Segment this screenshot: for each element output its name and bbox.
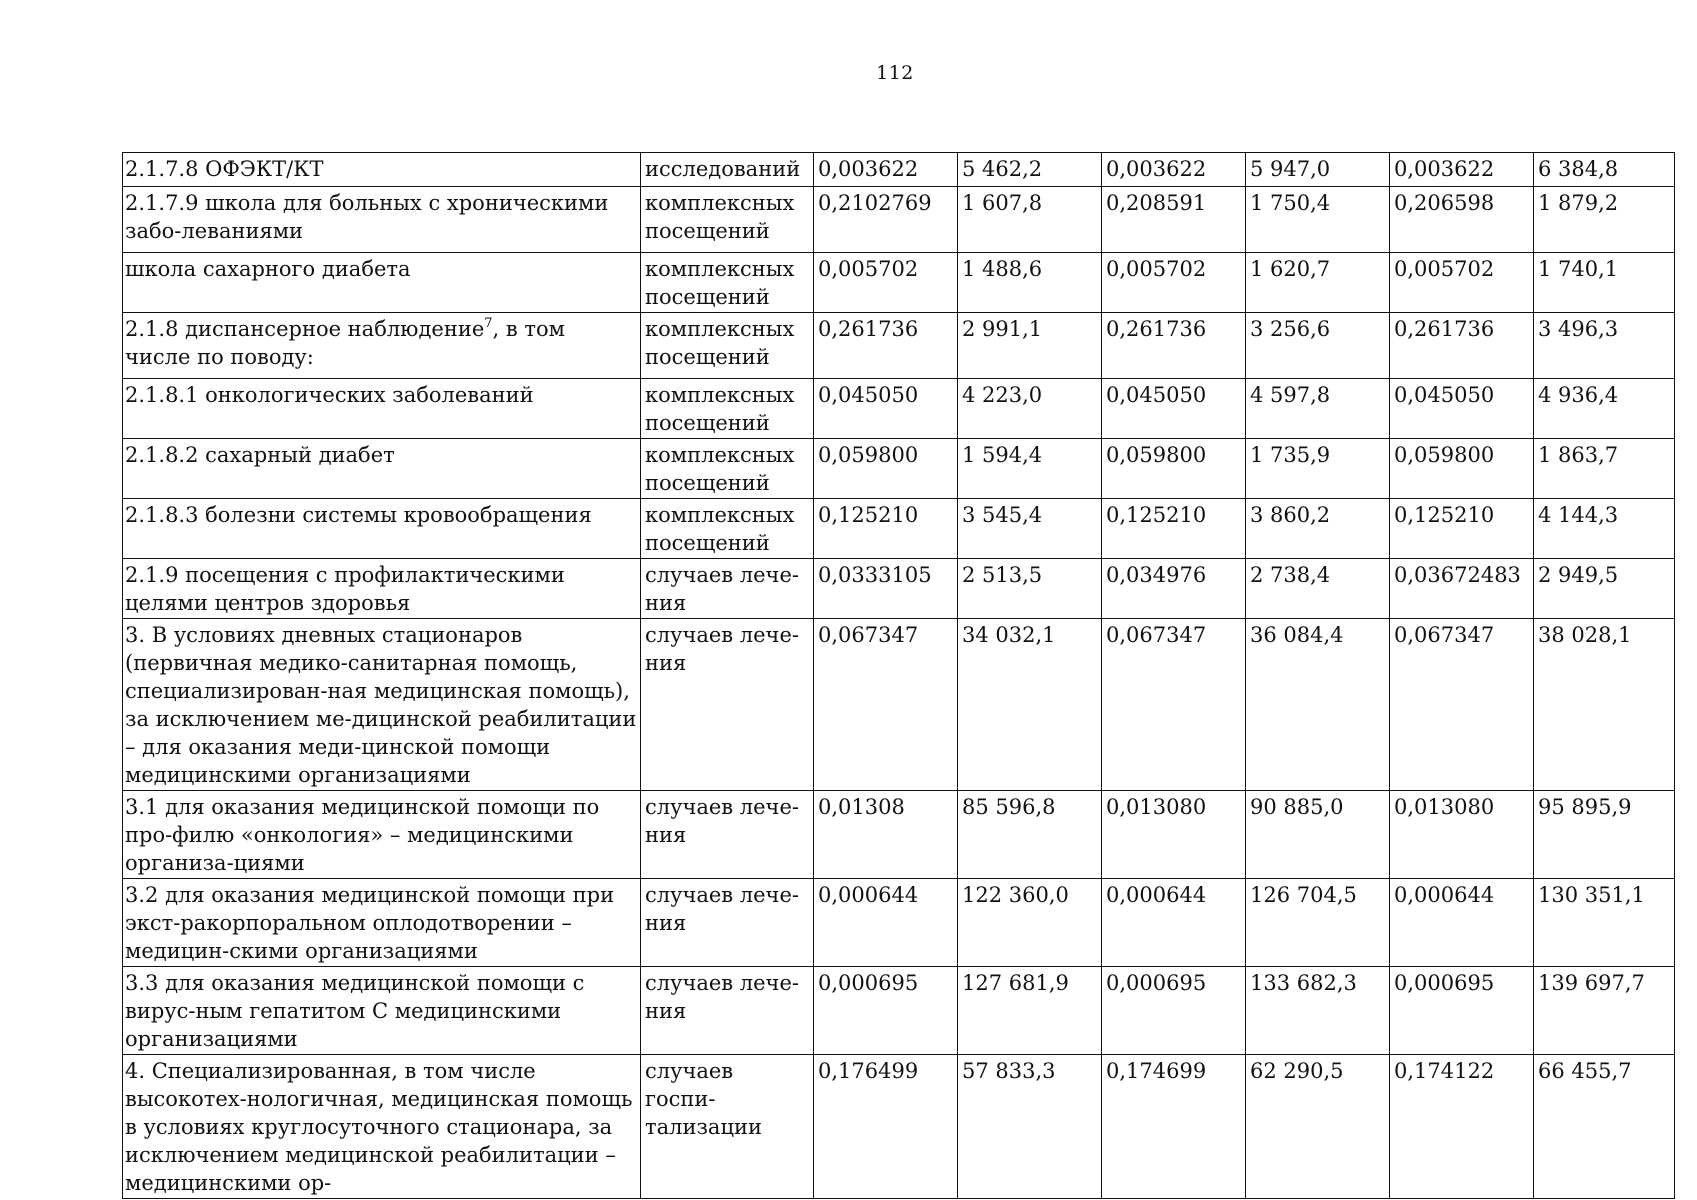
cost-2025-cell: 95 895,9	[1534, 791, 1675, 879]
rate-2023-cell: 0,045050	[814, 379, 958, 439]
indicator-name-cell	[123, 313, 641, 379]
cost-2024-cell: 1 735,9	[1246, 439, 1390, 499]
rate-2025-cell: 0,067347	[1390, 619, 1534, 791]
cost-2025-cell: 139 697,7	[1534, 967, 1675, 1055]
rate-2024-cell: 0,067347	[1102, 619, 1246, 791]
rate-2024-cell: 0,174699	[1102, 1055, 1246, 1199]
rate-2023-cell: 0,261736	[814, 313, 958, 379]
rate-2023-cell: 0,003622	[814, 153, 958, 187]
rate-2025-cell: 0,000695	[1390, 967, 1534, 1055]
table-body	[123, 153, 1675, 1199]
indicator-name-cell	[123, 499, 641, 559]
indicator-name: 4. Специализированная, в том числе высокотех-нологичная, медицинская помощь в условиях круглосуточного стационара, за исключением медицинской реабилитации – медицинскими ор-	[125, 1059, 633, 1195]
rate-2025-cell: 0,045050	[1390, 379, 1534, 439]
table-row	[123, 313, 1675, 379]
cost-2024-cell: 1 750,4	[1246, 187, 1390, 253]
cost-2025-cell: 1 879,2	[1534, 187, 1675, 253]
cost-2024-cell: 90 885,0	[1246, 791, 1390, 879]
cost-2025-cell: 4 936,4	[1534, 379, 1675, 439]
rate-2024-cell: 0,003622	[1102, 153, 1246, 187]
cost-2024-cell: 2 738,4	[1246, 559, 1390, 619]
cost-2024-cell: 5 947,0	[1246, 153, 1390, 187]
indicator-name-cell	[123, 559, 641, 619]
indicator-name: 2.1.8 диспансерное наблюдение	[125, 317, 485, 341]
rate-2025-cell: 0,003622	[1390, 153, 1534, 187]
cost-2024-cell: 3 860,2	[1246, 499, 1390, 559]
rate-2023-cell: 0,005702	[814, 253, 958, 313]
rate-2024-cell: 0,208591	[1102, 187, 1246, 253]
unit-cell: комплексных посещений	[641, 187, 814, 253]
cost-2024-cell: 133 682,3	[1246, 967, 1390, 1055]
rate-2023-cell: 0,000644	[814, 879, 958, 967]
rate-2024-cell: 0,005702	[1102, 253, 1246, 313]
table-row	[123, 619, 1675, 791]
cost-2024-cell: 36 084,4	[1246, 619, 1390, 791]
cost-2024-cell: 3 256,6	[1246, 313, 1390, 379]
rate-2023-cell: 0,01308	[814, 791, 958, 879]
rate-2024-cell: 0,000644	[1102, 879, 1246, 967]
cost-2023-cell: 2 991,1	[958, 313, 1102, 379]
rate-2023-cell: 0,059800	[814, 439, 958, 499]
rate-2024-cell: 0,013080	[1102, 791, 1246, 879]
indicator-name-cell	[123, 1055, 641, 1199]
indicator-name: 2.1.9 посещения с профилактическими целями центров здоровья	[125, 563, 565, 615]
cost-2025-cell: 4 144,3	[1534, 499, 1675, 559]
indicator-name: 2.1.8.2 сахарный диабет	[125, 443, 395, 467]
indicator-name: школа сахарного диабета	[125, 257, 411, 281]
rate-2024-cell: 0,059800	[1102, 439, 1246, 499]
unit-cell: случаев лече-ния	[641, 559, 814, 619]
rate-2023-cell: 0,0333105	[814, 559, 958, 619]
cost-2025-cell: 6 384,8	[1534, 153, 1675, 187]
rate-2025-cell: 0,013080	[1390, 791, 1534, 879]
indicator-name: 3.3 для оказания медицинской помощи с вирус-ным гепатитом С медицинскими организациями	[125, 971, 585, 1051]
cost-2025-cell: 1 863,7	[1534, 439, 1675, 499]
cost-2023-cell: 4 223,0	[958, 379, 1102, 439]
table-row	[123, 187, 1675, 253]
cost-2025-cell: 38 028,1	[1534, 619, 1675, 791]
cost-2025-cell: 3 496,3	[1534, 313, 1675, 379]
indicator-name-cell	[123, 187, 641, 253]
rate-2023-cell: 0,125210	[814, 499, 958, 559]
table-row	[123, 253, 1675, 313]
cost-2024-cell: 1 620,7	[1246, 253, 1390, 313]
table-row	[123, 379, 1675, 439]
indicator-name: 3. В условиях дневных стационаров (первичная медико-санитарная помощь, специализирован-ная медицинская помощь), за исключением ме-дицинской реабилитации – для оказания меди-цинской помощи медицинскими организациями	[125, 623, 637, 787]
indicator-name: 2.1.8.1 онкологических заболеваний	[125, 383, 534, 407]
cost-2025-cell: 130 351,1	[1534, 879, 1675, 967]
unit-cell: комплексных посещений	[641, 313, 814, 379]
rate-2025-cell: 0,005702	[1390, 253, 1534, 313]
indicator-name-cell	[123, 253, 641, 313]
indicator-name-tail: , в том числе по поводу:	[125, 317, 565, 369]
cost-2025-cell: 66 455,7	[1534, 1055, 1675, 1199]
cost-2023-cell: 1 594,4	[958, 439, 1102, 499]
unit-cell: комплексных посещений	[641, 253, 814, 313]
cost-2023-cell: 1 488,6	[958, 253, 1102, 313]
unit-cell: случаев лече-ния	[641, 879, 814, 967]
unit-cell: случаев лече-ния	[641, 791, 814, 879]
indicator-name-cell	[123, 791, 641, 879]
rate-2024-cell: 0,261736	[1102, 313, 1246, 379]
indicator-name: 2.1.7.8 ОФЭКТ/КТ	[125, 157, 324, 181]
cost-2023-cell: 127 681,9	[958, 967, 1102, 1055]
rate-2023-cell: 0,2102769	[814, 187, 958, 253]
cost-2023-cell: 1 607,8	[958, 187, 1102, 253]
table-row	[123, 967, 1675, 1055]
rate-2025-cell: 0,03672483	[1390, 559, 1534, 619]
unit-cell: случаев лече-ния	[641, 619, 814, 791]
table-row	[123, 879, 1675, 967]
table-row	[123, 791, 1675, 879]
rate-2023-cell: 0,067347	[814, 619, 958, 791]
indicator-name-cell	[123, 439, 641, 499]
cost-2023-cell: 122 360,0	[958, 879, 1102, 967]
indicator-name: 2.1.8.3 болезни системы кровообращения	[125, 503, 592, 527]
rate-2023-cell: 0,000695	[814, 967, 958, 1055]
cost-2023-cell: 3 545,4	[958, 499, 1102, 559]
rate-2025-cell: 0,000644	[1390, 879, 1534, 967]
unit-cell: комплексных посещений	[641, 439, 814, 499]
rate-2025-cell: 0,174122	[1390, 1055, 1534, 1199]
indicator-name-cell	[123, 879, 641, 967]
rate-2025-cell: 0,059800	[1390, 439, 1534, 499]
unit-cell: комплексных посещений	[641, 499, 814, 559]
rate-2025-cell: 0,261736	[1390, 313, 1534, 379]
table-row	[123, 1055, 1675, 1199]
footnote-marker: 7	[484, 316, 493, 331]
indicator-name: 3.2 для оказания медицинской помощи при экст-ракорпоральном оплодотворении – медицин-скими организациями	[125, 883, 615, 963]
table-row	[123, 153, 1675, 187]
table-row	[123, 499, 1675, 559]
cost-2024-cell: 62 290,5	[1246, 1055, 1390, 1199]
cost-2024-cell: 4 597,8	[1246, 379, 1390, 439]
table-row	[123, 559, 1675, 619]
table-row	[123, 439, 1675, 499]
cost-2023-cell: 85 596,8	[958, 791, 1102, 879]
indicator-name-cell	[123, 379, 641, 439]
cost-2023-cell: 5 462,2	[958, 153, 1102, 187]
cost-2023-cell: 2 513,5	[958, 559, 1102, 619]
indicator-name-cell	[123, 153, 641, 187]
cost-2023-cell: 34 032,1	[958, 619, 1102, 791]
rate-2024-cell: 0,000695	[1102, 967, 1246, 1055]
cost-2025-cell: 1 740,1	[1534, 253, 1675, 313]
rate-2024-cell: 0,045050	[1102, 379, 1246, 439]
page-number: 112	[876, 62, 914, 84]
indicator-name-cell	[123, 619, 641, 791]
cost-2025-cell: 2 949,5	[1534, 559, 1675, 619]
standards-table	[122, 152, 1675, 1199]
rate-2025-cell: 0,125210	[1390, 499, 1534, 559]
cost-2024-cell: 126 704,5	[1246, 879, 1390, 967]
rate-2024-cell: 0,034976	[1102, 559, 1246, 619]
unit-cell: случаев лече-ния	[641, 967, 814, 1055]
rate-2023-cell: 0,176499	[814, 1055, 958, 1199]
indicator-name-cell	[123, 967, 641, 1055]
unit-cell: случаев госпи-тализации	[641, 1055, 814, 1199]
indicator-name: 3.1 для оказания медицинской помощи по про-филю «онкология» – медицинскими организа-циями	[125, 795, 600, 875]
rate-2025-cell: 0,206598	[1390, 187, 1534, 253]
unit-cell: комплексных посещений	[641, 379, 814, 439]
indicator-name: 2.1.7.9 школа для больных с хроническими забо-леваниями	[125, 191, 609, 243]
unit-cell: исследований	[641, 153, 814, 187]
cost-2023-cell: 57 833,3	[958, 1055, 1102, 1199]
rate-2024-cell: 0,125210	[1102, 499, 1246, 559]
